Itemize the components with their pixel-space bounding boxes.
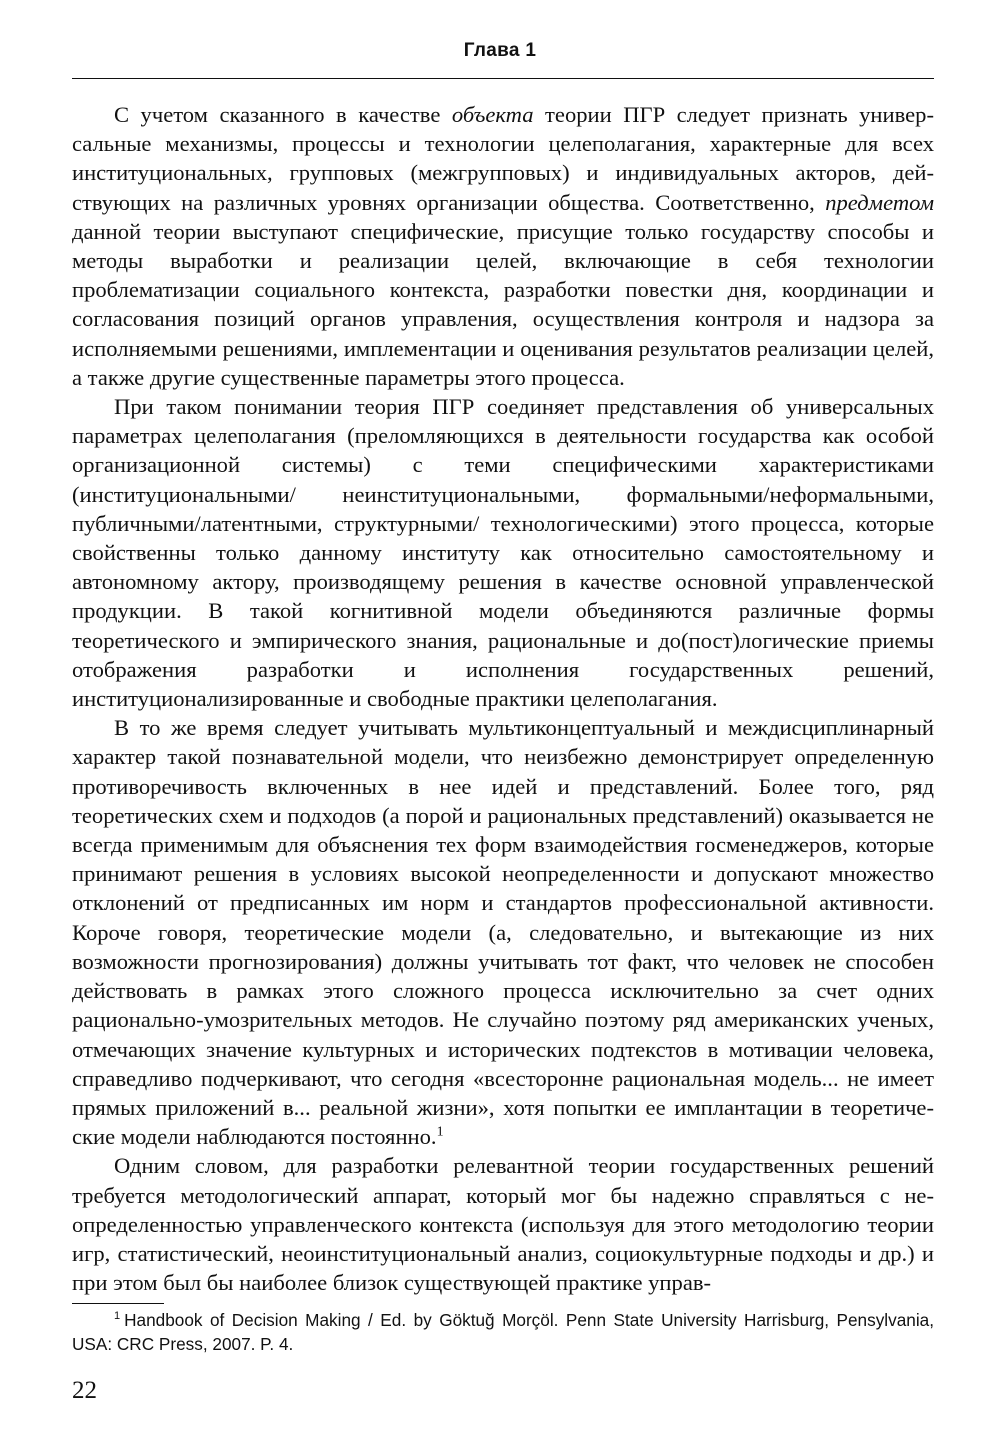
footnote: [72, 1308, 934, 1356]
paragraph-text: теории ПГР следует признать универсальные механизмы, процессы и технологии целеполагания, характерные для всех институциональных, групповых (межгрупповых) и индивидуальных акторов, действующих на различных уровнях организации общества. Соответственно,: [72, 102, 934, 215]
paragraph-3: [72, 713, 934, 1151]
italic-term-object: объекта: [451, 102, 534, 127]
footnote-reference[interactable]: 1: [436, 1124, 444, 1140]
header-rule: [72, 78, 934, 79]
paragraph-4: Одним словом, для разработки релевантной теории государственных решений требуется методологический аппарат, который мог бы надежно справляться с неопределенностью управленческого контекста (используя для этого методологию теории игр, статистический, неоинституциональный анализ, социокультурные подходы и др.) и при этом был бы наиболее близок существующей практике управ-: [72, 1153, 934, 1296]
footnote-number: 1: [114, 1310, 121, 1323]
running-head: Глава 1: [463, 40, 537, 61]
page-number: 22: [72, 1377, 97, 1404]
paragraph-text: данной теории выступают специфические, присущие только государству способы и методы выработки и реализации целей, включающие в себя технологии проблематизации социального контекста, разработки повестки дня, координации и согласования позиций органов управления, осуществления контроля и надзора за исполняемыми решениями, имплементации и оценивания результатов реализации целей, а также другие существенные параметры этого процесса.: [72, 218, 934, 390]
paragraph-text: В то же время следует учитывать мультиконцептуальный и междисциплинарный характер такой познавательной модели, что неизбежно демонстрирует определенную противоречивость включенных в нее идей и представлений. Более того, ряд теоретических схем и подходов (а порой и рациональных представлений) оказывается не всегда применимым для объяснения тех форм взаимодействия госменеджеров, которые принимают решения в условиях высокой неопределенности и допускают множество отклонений от предписанных им норм и стандартов профессиональной активности. Короче говоря, теоретические модели (а, следовательно, и вытекающие из них возможности прогнозирования) должны учитывать тот факт, что человек не способен действовать в рамках этого сложного процесса исключительно за счет одних рационально-умозрительных методов. Не случайно поэтому ряд американских ученых, отмечающих значение культурных и исторических подтекстов в мотивации человека, справедливо подчеркивают, что сегодня «всесторонне рациональная модель... не имеет прямых приложений в... реальной жизни», хотя попытки ее имплантации в теоретические модели наблюдаются постоянно.: [72, 715, 934, 1150]
paragraph-text: С учетом сказанного в качестве: [114, 102, 452, 127]
paragraph-1: [72, 100, 934, 392]
main-text: [72, 100, 934, 1297]
paragraph-2: При таком понимании теория ПГР соединяет представления об универсальных параметрах целеполагания (преломляющихся в деятельности государства как особой организационной системы) с теми специфическими характеристиками (институциональными/ неинституциональными, формальными/неформальными, публичными/латентными, структурными/ технологическими) этого процесса, которые свойственны только данному институту как относительно самостоятельному и автономному актору, производящему решения в качестве основной управленческой продукции. В такой когнитивной модели объединяются различные формы теоретического и эмпирического знания, рациональные и до(пост)логические приемы отображения разработки и исполнения государственных решений, институционализированные и свободные практики целеполагания.: [72, 394, 934, 712]
footnote-rule: [72, 1303, 164, 1304]
footnote-text: Handbook of Decision Making / Ed. by Göktuğ Morçöl. Penn State University Harrisburg, Pensylvania, USA: CRC Press, 2007. P. 4.: [72, 1310, 934, 1354]
italic-term-subject: предметом: [825, 189, 934, 215]
